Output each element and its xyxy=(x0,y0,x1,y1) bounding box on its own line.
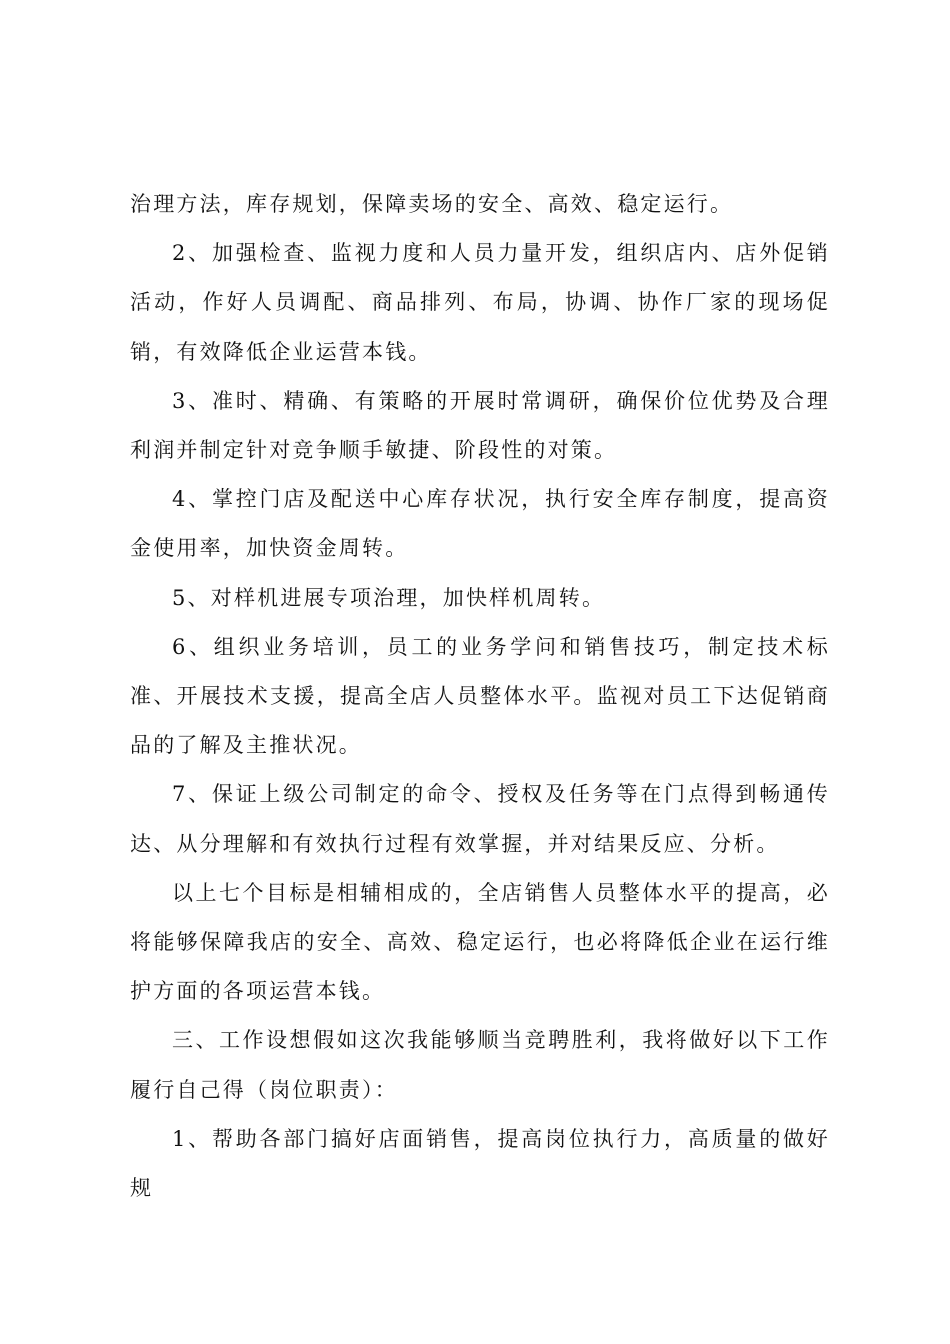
paragraph-2: 2、加强检查、监视力度和人员力量开发，组织店内、店外促销活动，作好人员调配、商品排列、布局，协调、协作厂家的现场促销，有效降低企业运营本钱。 xyxy=(130,241,830,364)
paragraph-7: 7、保证上级公司制定的命令、授权及任务等在门点得到畅通传达、从分理解和有效执行过程有效掌握，并对结果反应、分析。 xyxy=(130,782,830,856)
document-body xyxy=(130,180,830,1213)
paragraph-5: 5、对样机进展专项治理，加快样机周转。 xyxy=(172,585,606,610)
paragraph-10: 1、帮助各部门搞好店面销售，提高岗位执行力，高质量的做好规 xyxy=(130,1126,830,1201)
paragraph-1: 治理方法，库存规划，保障卖场的安全、高效、稳定运行。 xyxy=(130,192,734,216)
paragraph-9: 三、工作设想假如这次我能够顺当竞聘胜利，我将做好以下工作履行自己得（岗位职责）： xyxy=(130,1028,830,1102)
paragraph-3: 3、准时、精确、有策略的开展时常调研，确保价位优势及合理利润并制定针对竞争顺手敏捷、阶段性的对策。 xyxy=(130,388,830,463)
paragraph-4: 4、掌控门店及配送中心库存状况，执行安全库存制度，提高资金使用率，加快资金周转。 xyxy=(130,487,830,561)
paragraph-6: 6、组织业务培训，员工的业务学问和销售技巧，制定技术标准、开展技术支援，提高全店人员整体水平。监视对员工下达促销商品的了解及主推状况。 xyxy=(130,634,830,758)
paragraph-8: 以上七个目标是相辅相成的，全店销售人员整体水平的提高，必将能够保障我店的安全、高效、稳定运行，也必将降低企业在运行维护方面的各项运营本钱。 xyxy=(130,880,830,1004)
